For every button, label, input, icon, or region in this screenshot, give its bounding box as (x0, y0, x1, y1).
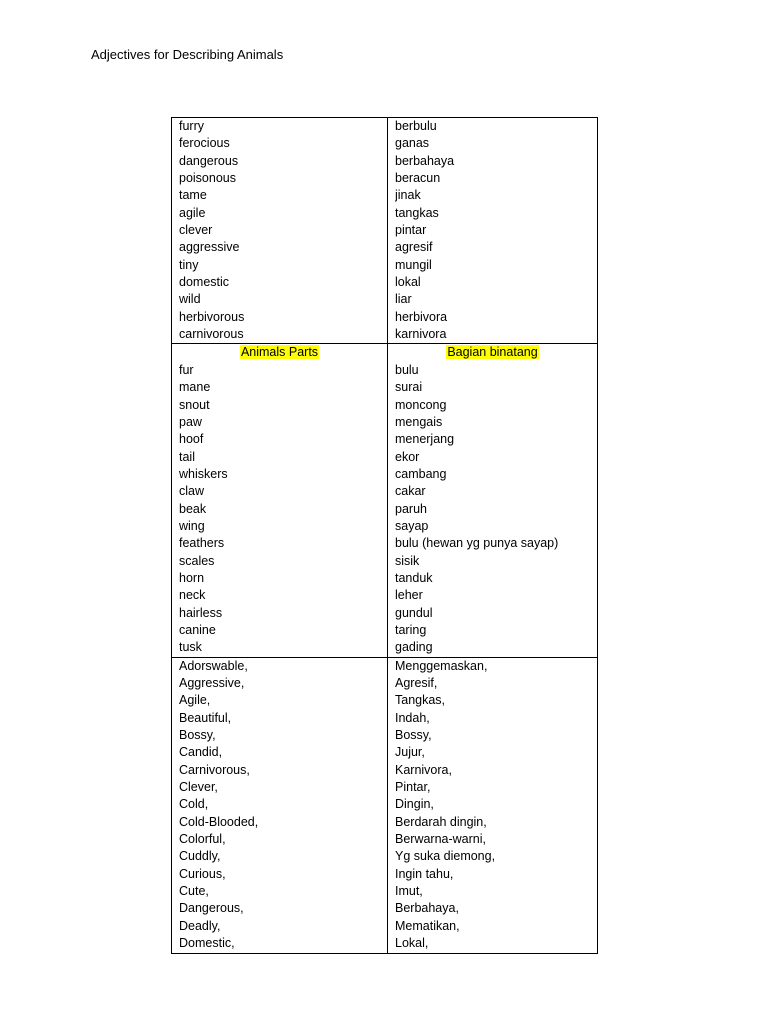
indonesian-column (388, 118, 597, 343)
indonesian-word: Agresif, (395, 676, 438, 690)
indonesian-word: cakar (395, 484, 426, 499)
indonesian-word: agresif (395, 240, 433, 255)
english-word: scales (179, 553, 215, 568)
english-word: paw (179, 414, 202, 429)
indonesian-word: Karnivora, (395, 762, 452, 777)
english-word: feathers (179, 536, 225, 551)
indonesian-word: Berbahaya, (395, 901, 459, 916)
alphabetical-adjectives-section (172, 657, 597, 953)
indonesian-word: Indah, (395, 710, 430, 725)
english-word: Colorful, (179, 832, 226, 847)
english-word: clever (179, 223, 213, 238)
english-word: Beautiful, (179, 710, 232, 725)
english-word: mane (179, 380, 211, 395)
english-word: neck (179, 588, 206, 603)
indonesian-word: cambang (395, 466, 447, 481)
english-word: Aggressive, (179, 676, 245, 690)
english-word: claw (179, 484, 205, 499)
english-column (172, 344, 388, 656)
english-word: herbivorous (179, 309, 245, 324)
english-word: furry (179, 119, 204, 133)
english-word: tame (179, 188, 207, 203)
english-word: Cute, (179, 884, 209, 899)
english-word: tail (179, 449, 195, 464)
english-word: Adorswable, (179, 658, 248, 673)
indonesian-word: ekor (395, 449, 420, 464)
english-column (172, 658, 388, 953)
document-title: Adjectives for Describing Animals (91, 47, 284, 62)
indonesian-word: herbivora (395, 309, 448, 324)
english-word: Cuddly, (179, 849, 221, 864)
indonesian-column (388, 658, 597, 953)
indonesian-word: jinak (395, 188, 421, 203)
indonesian-word: Berwarna-warni, (395, 832, 487, 847)
english-word: Agile, (179, 693, 211, 708)
adjectives-section (172, 118, 597, 343)
english-word: hoof (179, 432, 204, 447)
indonesian-word: berbulu (395, 119, 437, 133)
indonesian-column (388, 344, 597, 656)
indonesian-word: bulu (hewan yg punya sayap) (395, 536, 559, 551)
indonesian-word: ganas (395, 136, 430, 151)
indonesian-word: karnivora (395, 327, 447, 342)
english-word: whiskers (179, 466, 228, 481)
indonesian-word: taring (395, 622, 427, 637)
bagian-binatang-header: Bagian binatang (447, 345, 538, 360)
indonesian-word: sisik (395, 553, 420, 568)
english-word: Cold, (179, 797, 209, 812)
indonesian-word: tangkas (395, 205, 439, 220)
indonesian-word: Menggemaskan, (395, 658, 488, 673)
indonesian-word: sayap (395, 518, 429, 533)
indonesian-word: Tangkas, (395, 693, 446, 708)
english-word: tiny (179, 257, 199, 272)
english-word: agile (179, 205, 206, 220)
english-word: hairless (179, 605, 223, 620)
indonesian-word: Bossy, (395, 728, 432, 743)
english-word: Carnivorous, (179, 762, 250, 777)
indonesian-word: Imut, (395, 884, 423, 899)
indonesian-word: gading (395, 640, 433, 655)
english-word: wild (179, 292, 201, 307)
animals-parts-header: Animals Parts (240, 345, 319, 360)
indonesian-word: Dingin, (395, 797, 434, 812)
animal-parts-section (172, 343, 597, 656)
indonesian-word: lokal (395, 275, 421, 290)
english-word: ferocious (179, 136, 230, 151)
indonesian-word: Berdarah dingin, (395, 814, 487, 829)
english-word: domestic (179, 275, 230, 290)
indonesian-word: Yg suka diemong, (395, 849, 496, 864)
indonesian-word: Jujur, (395, 745, 425, 760)
indonesian-word: surai (395, 380, 423, 395)
indonesian-word: bulu (395, 362, 419, 377)
indonesian-word: Pintar, (395, 780, 431, 795)
english-word: fur (179, 362, 194, 377)
indonesian-word: Mematikan, (395, 918, 460, 933)
english-column (172, 118, 388, 343)
indonesian-word: mengais (395, 414, 443, 429)
english-word: canine (179, 622, 216, 637)
english-word: snout (179, 397, 210, 412)
english-word: Cold-Blooded, (179, 814, 259, 829)
indonesian-word: tanduk (395, 570, 433, 585)
indonesian-word: leher (395, 588, 423, 603)
english-word: carnivorous (179, 327, 244, 342)
english-word: wing (179, 518, 205, 533)
section-header-cell (395, 344, 597, 361)
english-word: poisonous (179, 171, 236, 186)
english-word: dangerous (179, 153, 239, 168)
indonesian-word: beracun (395, 171, 441, 186)
english-word: Dangerous, (179, 901, 244, 916)
indonesian-word: Ingin tahu, (395, 866, 454, 881)
english-word: Clever, (179, 780, 218, 795)
english-word: aggressive (179, 240, 240, 255)
english-word: Domestic, (179, 936, 235, 951)
section-header-cell (179, 344, 387, 361)
indonesian-word: paruh (395, 501, 427, 516)
indonesian-word: gundul (395, 605, 433, 620)
indonesian-word: menerjang (395, 432, 455, 447)
english-word: horn (179, 570, 205, 585)
indonesian-word: moncong (395, 397, 447, 412)
english-word: Deadly, (179, 918, 221, 933)
indonesian-word: Lokal, (395, 936, 429, 951)
indonesian-word: mungil (395, 257, 432, 272)
indonesian-word: berbahaya (395, 153, 455, 168)
indonesian-word: pintar (395, 223, 427, 238)
english-word: Candid, (179, 745, 223, 760)
english-word: tusk (179, 640, 202, 655)
indonesian-word: liar (395, 292, 412, 307)
english-word: beak (179, 501, 207, 516)
vocabulary-table (171, 117, 598, 954)
english-word: Curious, (179, 866, 226, 881)
english-word: Bossy, (179, 728, 216, 743)
